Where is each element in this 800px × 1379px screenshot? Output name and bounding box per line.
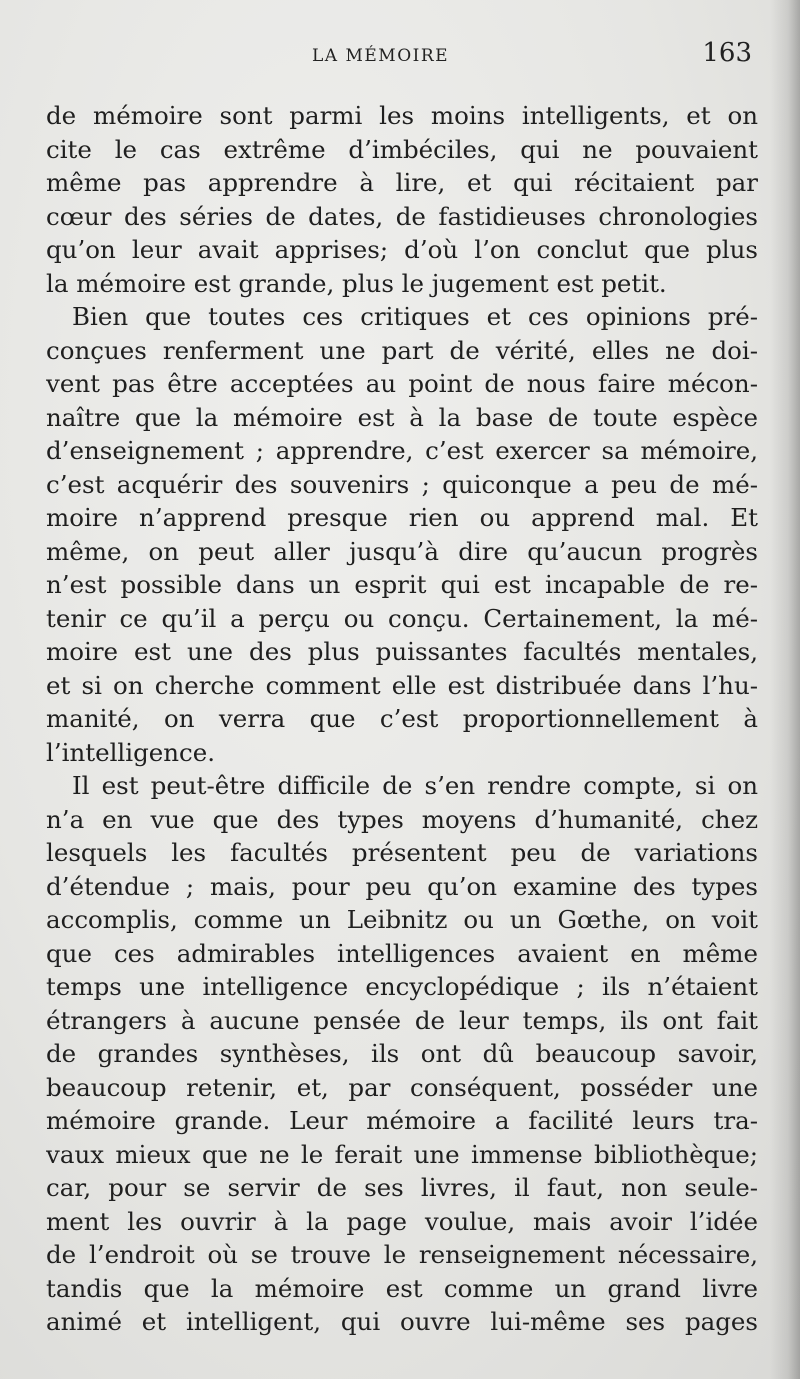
text-line: Bien que toutes ces critiques et ces opinions pré- <box>72 302 758 331</box>
page-number: 163 <box>702 38 752 68</box>
text-line: la mémoire est grande, plus le jugement est petit. <box>46 268 667 298</box>
text-line: animé et intelligent, qui ouvre lui-même ses pages <box>46 1307 758 1336</box>
text-line: conçues renferment une part de vérité, elles ne doi- <box>46 335 758 365</box>
text-line: tandis que la mémoire est comme un grand livre <box>46 1273 758 1303</box>
text-line: c’est acquérir des souvenirs ; quiconque a peu de mé- <box>46 469 758 499</box>
running-title: LA MÉMOIRE <box>312 46 450 66</box>
text-line: de mémoire sont parmi les moins intelligents, et on <box>46 101 758 130</box>
text-line: mémoire grande. Leur mémoire a facilité leurs tra- <box>46 1106 758 1135</box>
text-line: beaucoup retenir, et, par conséquent, posséder une <box>46 1072 758 1102</box>
text-line: d’étendue ; mais, pour peu qu’on examine des types <box>46 871 758 901</box>
text-line: cite le cas extrême d’imbéciles, qui ne pouvaient <box>46 134 758 164</box>
text-line: de l’endroit où se trouve le renseignement nécessaire, <box>46 1240 758 1269</box>
text-line: que ces admirables intelligences avaient en même <box>46 938 758 968</box>
text-line: manité, on verra que c’est proportionnellement à <box>46 704 758 733</box>
text-line: et si on cherche comment elle est distribuée dans l’hu- <box>46 670 758 700</box>
text-line: n’a en vue que des types moyens d’humanité, chez <box>46 804 758 834</box>
text-line: de grandes synthèses, ils ont dû beaucoup savoir, <box>46 1039 758 1068</box>
text-line: n’est possible dans un esprit qui est incapable de re- <box>46 570 758 599</box>
text-line: ment les ouvrir à la page voulue, mais avoir l’idée <box>46 1206 758 1236</box>
text-line: moire est une des plus puissantes facultés mentales, <box>46 637 758 666</box>
text-line: cœur des séries de dates, de fastidieuses chronologies <box>46 201 758 231</box>
text-line: tenir ce qu’il a perçu ou conçu. Certainement, la mé- <box>46 603 758 633</box>
text-line: lesquels les facultés présentent peu de variations <box>46 838 758 867</box>
text-line: moire n’apprend presque rien ou apprend mal. Et <box>46 503 758 532</box>
text-line: l’intelligence. <box>46 737 216 767</box>
text-line: naître que la mémoire est à la base de toute espèce <box>46 402 758 432</box>
page-edge-shadow <box>770 0 800 1379</box>
body-text <box>46 99 758 1339</box>
text-line: étrangers à aucune pensée de leur temps, ils ont fait <box>46 1005 758 1035</box>
text-line: accomplis, comme un Leibnitz ou un Gœthe, on voit <box>46 905 758 934</box>
text-line: qu’on leur avait apprises; d’où l’on conclut que plus <box>46 235 758 264</box>
running-head <box>46 30 756 80</box>
text-line: Il est peut-être difficile de s’en rendre compte, si on <box>72 771 758 800</box>
text-line: temps une intelligence encyclopédique ; ils n’étaient <box>46 972 758 1001</box>
text-line: vent pas être acceptées au point de nous faire mécon- <box>46 369 758 398</box>
text-line: car, pour se servir de ses livres, il faut, non seule- <box>46 1173 758 1202</box>
text-line: vaux mieux que ne le ferait une immense bibliothèque; <box>46 1139 758 1169</box>
text-line: même pas apprendre à lire, et qui récitaient par <box>46 168 758 197</box>
text-line: d’enseignement ; apprendre, c’est exercer sa mémoire, <box>46 436 758 465</box>
text-line: même, on peut aller jusqu’à dire qu’aucun progrès <box>46 536 758 566</box>
